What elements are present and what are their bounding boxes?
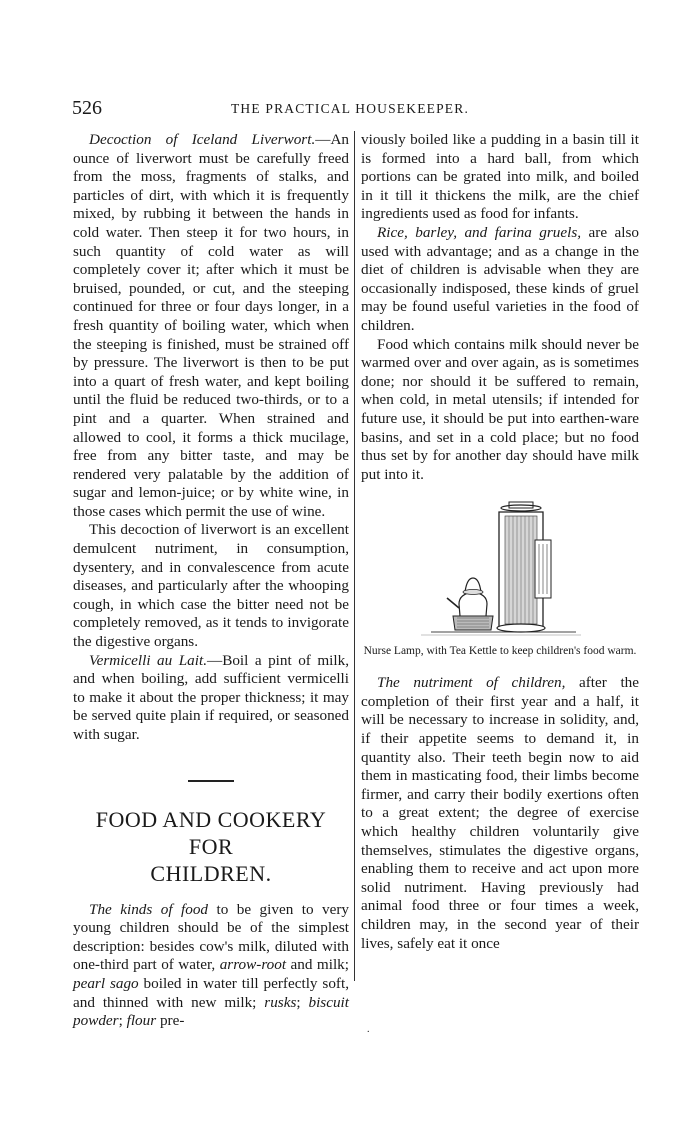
gruels-title: Rice, barley, and farina gruels,	[377, 223, 582, 241]
sago-term: pearl sago	[73, 974, 139, 992]
liverwort-title: Decoction of Iceland Liverwort.	[89, 131, 316, 148]
running-title: THE PRACTICAL HOUSEKEEPER.	[230, 101, 470, 116]
nutriment-title: The nutriment of children,	[377, 674, 566, 692]
kinds-text-d: pre-	[156, 1012, 185, 1030]
vermicelli-text: —Boil a pint of milk, and when boiling, add sufficient vermicelli to make it about the proper thickness; it may be served quite plain if required, or seasoned with sugar.	[73, 651, 349, 743]
kinds-text-a: to be given to very young children should be of the simplest description: besides cow's milk, diluted with one-third part of water,	[73, 900, 349, 974]
kinds-text-c: boiled in water till perfectly soft, and thinned with new milk;	[73, 974, 349, 1011]
arrowroot-term: arrow-root	[219, 956, 287, 974]
vermicelli-paragraph	[73, 652, 349, 745]
left-column	[73, 131, 349, 1031]
nutriment-text: after the completion of their first year and a half, it will be necessary to increase in solidity, and, if their appetite seems to demand it, in quantity also. Their teeth begin now to aid them in masticating food, their limbs become firmer, and carry their bodily exertions often to a great extent; the degree of exercise which healthy children voluntarily give themselves, stimulates the digestive organs, enabling them to receive and act upon more solid nutriment. Having previously had animal food three or four times a week, children may, in the second year of their lives, safely eat it once	[361, 674, 639, 952]
column-divider	[354, 131, 355, 981]
figure-caption: Nurse Lamp, with Tea Kettle to keep children's food warm.	[363, 645, 637, 658]
nurse-lamp-illustration	[361, 500, 639, 640]
section-heading-line2: CHILDREN.	[150, 860, 272, 886]
infant-food-continued-paragraph: viously boiled like a pudding in a basin till it is formed into a hard ball, from which portions can be grated into milk, and boiled in it till it thickens the milk, are the chief ingredients used as food for infants.	[361, 131, 639, 223]
page-mark: .	[367, 1024, 370, 1035]
kinds-sep-1: ;	[296, 993, 309, 1011]
nutriment-paragraph	[361, 674, 639, 953]
gruels-text: are also used with advantage; and as a change in the diet of children is advisable when they are occasionally indisposed, these kinds of gruel may be found useful varieties in the food of children.	[361, 223, 639, 334]
kinds-of-food-lead: The kinds of food	[89, 900, 209, 918]
gruels-paragraph	[361, 224, 639, 336]
section-heading-line1: FOOD AND COOKERY FOR	[95, 806, 327, 859]
kinds-sep-2: ;	[118, 1012, 127, 1030]
liverwort-benefits-paragraph: This decoction of liverwort is an excellent demulcent nutriment, in consumption, dysentery, and in convalescence from acute diseases, and particularly after the whooping cough, in which case the bitter need not be completely removed, as it tends to invigorate the digestive organs.	[73, 521, 349, 651]
flour-term: flour	[126, 1012, 157, 1030]
section-separator	[188, 780, 234, 782]
page-number: 526	[72, 97, 102, 119]
section-heading	[73, 806, 349, 887]
rusks-term: rusks	[264, 993, 297, 1011]
kinds-of-food-paragraph	[73, 901, 349, 1031]
liverwort-paragraph	[73, 131, 349, 521]
milk-food-paragraph: Food which contains milk should never be warmed over and over again, as is sometimes done; nor should it be suffered to remain, when cold, in metal utensils; if intended for future use, it should be put into earthen-ware basins, and set in a cold place; but no food thus set by for another day should have milk put into it.	[361, 335, 639, 483]
liverwort-text: —An ounce of liverwort must be carefully freed from the moss, fragments of stalks, and particles of dirt, with which it is frequently mixed, by rubbing it between the hands in cold water. Then steep it for two hours, in such quantity of cold water as will completely cover it; after which it must be bruised, pounded, or cut, and the steeping continued for three or four days longer, in a fresh quantity of boiling water, which when the steeping is finished, must be strained off by pressure. The liverwort is then to be put into a quart of fresh water, and kept boiling until the fluid be reduced two-thirds, or to a pint and a quarter. When strained and allowed to cool, it forms a thick mucilage, free from any bitter taste, and may be rendered very palatable by the addition of sugar and lemon-juice; or by white wine, in those cases which permit the use of wine.	[73, 131, 349, 520]
kinds-text-b: and milk;	[286, 956, 349, 974]
nurse-lamp-engraving	[361, 500, 639, 640]
biscuit-term: biscuit powder	[73, 993, 349, 1030]
right-column	[361, 131, 639, 953]
vermicelli-title: Vermicelli au Lait.	[89, 651, 208, 669]
